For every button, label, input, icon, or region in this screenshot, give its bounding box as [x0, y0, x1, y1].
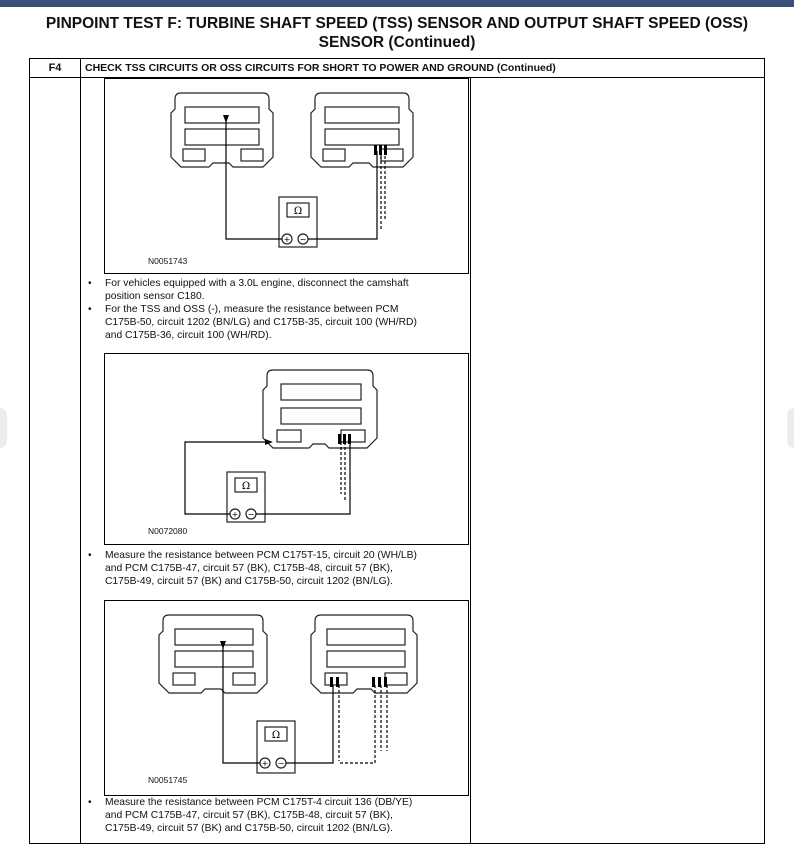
window-top-bar	[0, 0, 794, 7]
bullet-4-line-2: and PCM C175B-47, circuit 57 (BK), C175B-48, circuit 57 (BK),	[105, 810, 393, 821]
bullet-4-line-1: Measure the resistance between PCM C175T-4 circuit 136 (DB/YE)	[105, 797, 413, 808]
figure-single-connector	[104, 353, 469, 545]
left-scroll-edge	[0, 408, 7, 448]
bullet-3-line-2: and PCM C175B-47, circuit 57 (BK), C175B-48, circuit 57 (BK),	[105, 563, 393, 574]
svg-text:+: +	[261, 759, 269, 768]
meter-2-symbol: Ω	[241, 481, 251, 492]
figure-1-id: N0051743	[148, 256, 188, 266]
page-title	[0, 14, 794, 52]
meter-3-symbol: Ω	[271, 730, 281, 741]
pcm-connector	[263, 370, 377, 448]
step-heading: CHECK TSS CIRCUITS OR OSS CIRCUITS FOR SHORT TO POWER AND GROUND (Continued)	[85, 62, 556, 74]
figure-2-id: N0072080	[148, 526, 188, 536]
meter-1-symbol: Ω	[293, 206, 303, 217]
meter-3-leads	[223, 645, 387, 763]
pcm-connector-left	[159, 615, 267, 693]
right-scroll-edge	[787, 408, 794, 448]
pcm-connector-right	[311, 93, 413, 167]
svg-text:−: −	[247, 510, 255, 519]
figure-3-id: N0051745	[148, 775, 188, 785]
bullet-3-line-3: C175B-49, circuit 57 (BK) and C175B-50, circuit 1202 (BN/LG).	[105, 576, 393, 587]
step-header-row	[30, 59, 764, 78]
bullet-4-line-3: C175B-49, circuit 57 (BK) and C175B-50, circuit 1202 (BN/LG).	[105, 823, 393, 834]
bullet-2-line-3: and C175B-36, circuit 100 (WH/RD).	[105, 330, 272, 341]
pcm-connector-left	[171, 93, 273, 167]
title-line-1: PINPOINT TEST F: TURBINE SHAFT SPEED (TSS) SENSOR AND OUTPUT SHAFT SPEED (OSS)	[45, 15, 749, 32]
figure-two-connectors-ground	[104, 600, 469, 796]
column-divider-right	[470, 77, 471, 843]
meter-2-leads	[185, 442, 350, 514]
svg-text:−: −	[299, 235, 307, 244]
figure-two-connectors	[104, 78, 469, 274]
svg-text:+: +	[283, 235, 291, 244]
step-number: F4	[30, 59, 81, 77]
column-divider-left	[80, 77, 81, 843]
bullet-1-line-2: position sensor C180.	[105, 291, 205, 302]
bullet-2-line-2: C175B-50, circuit 1202 (BN/LG) and C175B-35, circuit 100 (WH/RD)	[105, 317, 417, 328]
svg-text:+: +	[231, 510, 239, 519]
meter-3-probes	[220, 641, 387, 687]
bullet-3-line-1: Measure the resistance between PCM C175T-15, circuit 20 (WH/LB)	[105, 550, 417, 561]
bullet-2-line-1: For the TSS and OSS (-), measure the resistance between PCM	[105, 304, 399, 315]
bullet-1-line-1: For vehicles equipped with a 3.0L engine, disconnect the camshaft	[105, 278, 409, 289]
procedure-table: F4 CHECK TSS CIRCUITS OR OSS CIRCUITS FOR SHORT TO POWER AND GROUND (Continued) Ω + − N0051743 • For vehicles equipped with a 3.0L engine, disconnect the camshaft position sensor C180. • For the TSS and OSS (-), measure the resistance between PCM C175B-50, circuit 1202 (BN/LG) and C175B-35, circuit 100 (WH/RD) and C175B-36, circuit 100 (WH/RD). Ω + − N0072080 • Measure the resistance between PCM C175T-15, circuit 20 (WH/LB) and PCM C175B-47, circuit 57 (BK), C175B-48, circuit 57 (BK), C175B-49, circuit 57 (BK) and C175B-50, circuit 1202 (BN/LG). Ω + − N0051745 • Measure the resistance between PCM C175T-4 circuit 136 (DB/YE) and PCM C175B-47, circuit 57 (BK), C175B-48, circuit 57 (BK), C175B-49, circuit 57 (BK) and C175B-50, circuit 1202 (BN/LG).	[29, 58, 765, 844]
meter-2-probes	[265, 434, 351, 445]
pcm-connector-right	[311, 615, 417, 693]
svg-text:−: −	[277, 759, 285, 768]
title-line-2: SENSOR (Continued)	[318, 34, 476, 51]
meter-1-leads	[226, 119, 385, 239]
